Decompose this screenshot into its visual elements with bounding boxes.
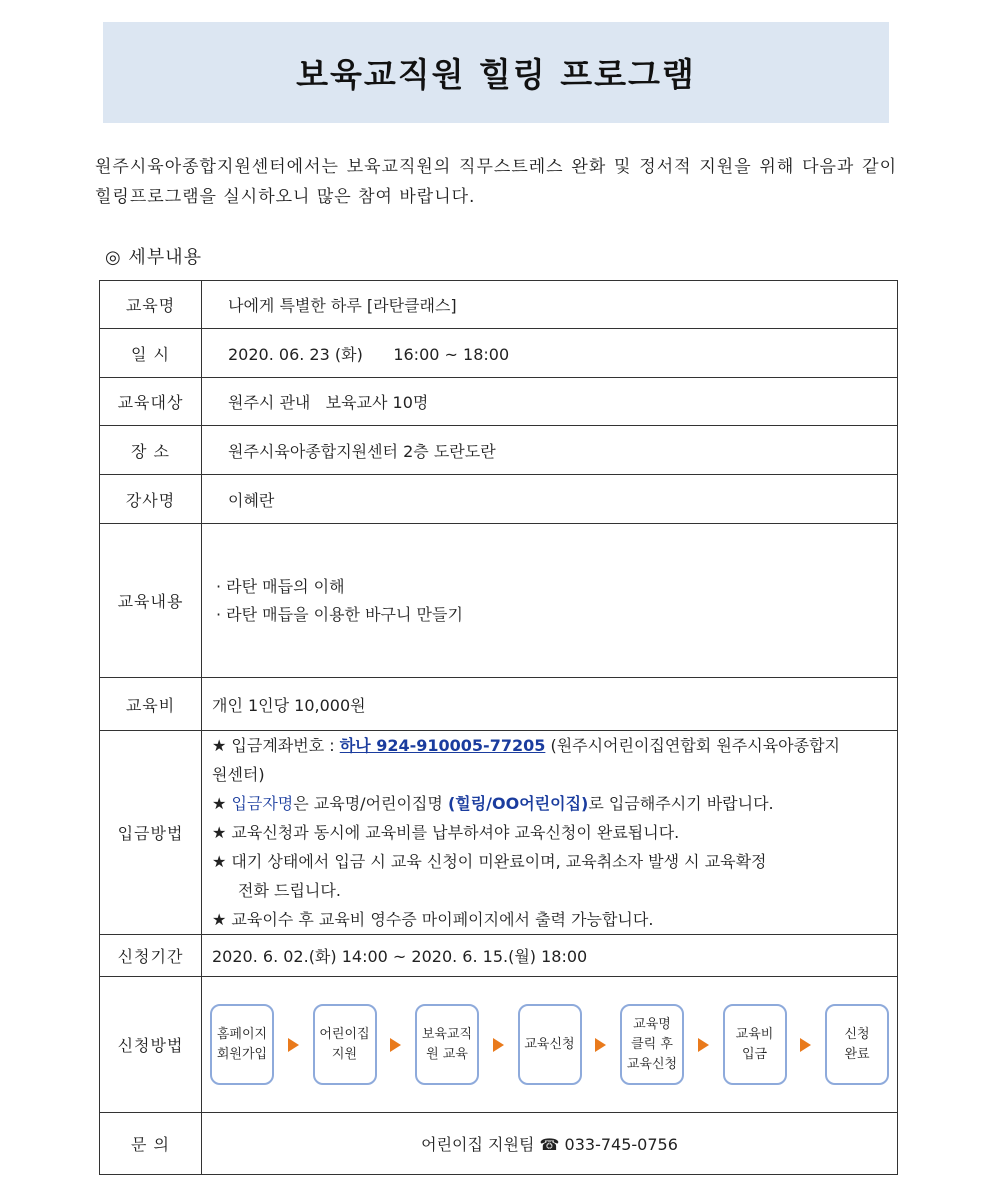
row-place [100,426,898,475]
row-target [100,378,898,426]
flow-step-line: 원 교육 [426,1046,468,1062]
flow-step [518,1004,582,1085]
datetime-value: 2020. 06. 23 (화) 16:00 ~ 18:00 [202,329,898,378]
row-method [100,977,898,1113]
flow-step-line: 교육비 [735,1026,774,1042]
period-label: 신청기간 [100,935,202,977]
flow-step-text [736,1025,774,1065]
flow-step [825,1004,889,1085]
flow-step-line: 교육명 [633,1016,671,1032]
payment-line-waiting: ★ 대기 상태에서 입금 시 교육 신청이 미완료이며, 교육취소자 발생 시 교육확정 [212,852,767,871]
phone-icon: ☎ [539,1135,560,1154]
flow-step-text [217,1025,267,1065]
account-holder: (원주시어린이집연합회 원주시육아종합지 [545,736,840,755]
flow-step-line: 어린이집 [319,1026,370,1042]
inquiry-phone: 033-745-0756 [564,1135,678,1154]
flow-arrow-icon [698,1038,709,1052]
flow-arrow-icon [288,1038,299,1052]
depositor-suffix: 로 입금해주시기 바랍니다. [588,794,774,813]
row-datetime [100,329,898,378]
instructor-label: 강사명 [100,475,202,524]
row-payment [100,731,898,935]
place-value: 원주시육아종합지원센터 2층 도란도란 [202,426,898,475]
details-table [99,280,898,1175]
payment-line-depositor [212,789,887,818]
row-instructor [100,475,898,524]
row-course-name [100,281,898,329]
content-value [202,524,898,678]
flow-step-text [319,1025,369,1065]
flow-step-text [844,1025,869,1065]
place-label: 장 소 [100,426,202,475]
section-heading: ◎ 세부내용 [105,247,202,268]
fee-label: 교육비 [100,678,202,731]
flow-step-line: 교육신청 [524,1036,575,1052]
datetime-label: 일 시 [100,329,202,378]
fee-value: 개인 1인당 10,000원 [202,678,898,731]
course-name-label: 교육명 [100,281,202,329]
inquiry-value [202,1113,898,1175]
target-label: 교육대상 [100,378,202,426]
content-item: · 라탄 매듭의 이해 [216,576,345,596]
target-value: 원주시 관내 보육교사 10명 [202,378,898,426]
page-title: 보육교직원 힐링 프로그램 [296,55,696,94]
flow-step-line: 보육교직 [421,1026,473,1042]
row-fee [100,678,898,731]
flow-step-line: 회원가입 [216,1046,268,1062]
flow-step [210,1004,274,1085]
flow-arrow-icon [800,1038,811,1052]
payment-line-account-cont: 원센터) [212,765,265,784]
title-banner [103,22,889,123]
flow-step-line: 완료 [844,1046,870,1062]
payment-line-receipt: ★ 교육이수 후 교육비 영수증 마이페이지에서 출력 가능합니다. [212,910,654,929]
flow-step-line: 신청 [844,1026,870,1042]
content-label: 교육내용 [100,524,202,678]
star-prefix: ★ [212,794,232,813]
flow-arrow-icon [493,1038,504,1052]
flow-step-text [524,1035,574,1055]
account-number: 하나 924-910005-77205 [339,736,546,755]
flow-arrow-icon [390,1038,401,1052]
content-item: · 라탄 매듭을 이용한 바구니 만들기 [216,604,463,624]
method-label: 신청방법 [100,977,202,1113]
flow-step [313,1004,377,1085]
application-flow [202,1004,897,1085]
account-prefix: ★ 입금계좌번호 : [212,736,340,755]
flow-step-line: 홈페이지 [216,1026,268,1042]
intro-paragraph: 원주시육아종합지원센터에서는 보육교직원의 직무스트레스 완화 및 정서적 지원을 위해 다음과 같이 힐링프로그램을 실시하오니 많은 참여 바랍니다. [95,157,897,207]
payment-line-waiting-cont: 전화 드립니다. [238,881,341,900]
payment-value [202,731,898,935]
course-name-value: 나에게 특별한 하루 [라탄클래스] [202,281,898,329]
row-content [100,524,898,678]
flow-step [415,1004,479,1085]
flow-step-text [422,1025,472,1065]
depositor-label: 입금자명 [231,794,294,813]
inquiry-label: 문 의 [100,1113,202,1175]
row-period [100,935,898,977]
depositor-mid: 은 교육명/어린이집명 [293,794,448,813]
flow-step-line: 입금 [741,1046,768,1062]
instructor-value: 이혜란 [202,475,898,524]
flow-step [723,1004,787,1085]
flow-step [620,1004,684,1085]
payment-line-account [212,731,887,760]
flow-step-line: 교육신청 [626,1056,678,1072]
period-value: 2020. 6. 02.(화) 14:00 ~ 2020. 6. 15.(월) 18:00 [202,935,898,977]
payment-label: 입금방법 [100,731,202,935]
row-inquiry [100,1113,898,1175]
method-value [202,977,898,1113]
payment-line-complete: ★ 교육신청과 동시에 교육비를 납부하셔야 교육신청이 완료됩니다. [212,823,680,842]
flow-step-line: 지원 [331,1046,358,1062]
depositor-example: (힐링/OO어린이집) [447,794,589,813]
inquiry-team: 어린이집 지원팀 [421,1135,535,1154]
flow-step-line: 클릭 후 [631,1036,673,1052]
flow-step-text [627,1015,677,1075]
flow-arrow-icon [595,1038,606,1052]
